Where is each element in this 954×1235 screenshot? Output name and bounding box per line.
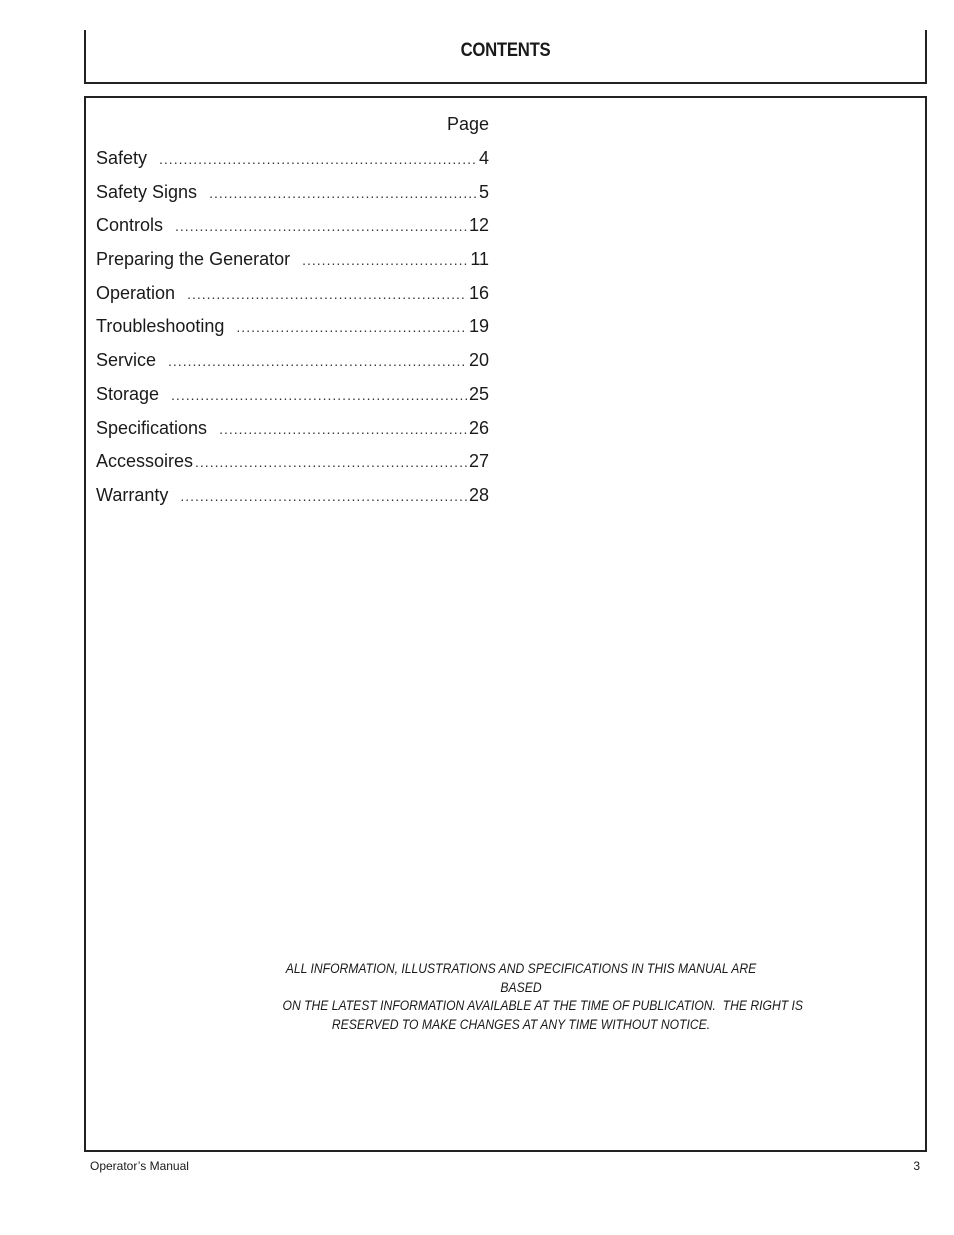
toc-entry-label: Warranty (96, 484, 169, 505)
toc-entry-page: 16 (468, 282, 489, 303)
toc-entry-label: Safety Signs (96, 181, 198, 202)
toc-entry-page: 26 (468, 417, 489, 438)
toc-entry-label: Controls (96, 215, 164, 236)
dot-leader (168, 349, 467, 373)
toc-entry-page: 25 (468, 383, 489, 404)
dot-leader (175, 214, 467, 238)
toc-entry-page: 28 (468, 484, 489, 505)
footer-page-number: 3 (913, 1159, 920, 1173)
toc-entry-accessoires[interactable] (96, 449, 489, 483)
toc-entry-page: 19 (468, 316, 489, 337)
toc-entry-controls[interactable] (96, 213, 489, 247)
disclaimer-line: RESERVED TO MAKE CHANGES AT ANY TIME WITHOUT NOTICE. (331, 1016, 711, 1032)
dot-leader (209, 181, 477, 205)
toc-entry-page: 4 (478, 148, 489, 168)
toc-entry-safety[interactable] (96, 146, 489, 180)
toc-entry-safety-signs[interactable] (96, 180, 489, 214)
toc-entry-label: Operation (96, 282, 176, 303)
page-title: CONTENTS (460, 40, 551, 61)
toc-entry-label: Service (96, 350, 157, 371)
dot-leader (187, 282, 467, 306)
toc-entry-label: Preparing the Generator (96, 249, 291, 270)
dot-leader (195, 450, 467, 474)
content-box (84, 96, 927, 1152)
dot-leader (180, 484, 467, 508)
dot-leader (171, 383, 467, 407)
toc-entry-page: 11 (470, 249, 489, 270)
dot-leader (302, 248, 468, 272)
toc-entry-page: 27 (468, 451, 489, 472)
toc-entry-service[interactable] (96, 348, 489, 382)
toc-entry-storage[interactable] (96, 382, 489, 416)
toc-entry-specifications[interactable] (96, 416, 489, 450)
toc-entry-preparing-the-generator[interactable] (96, 247, 489, 281)
disclaimer-notice (282, 960, 804, 1034)
disclaimer-line: ALL INFORMATION, ILLUSTRATIONS AND SPECIFICATIONS IN THIS MANUAL ARE BASED (285, 961, 757, 995)
table-of-contents (96, 112, 489, 517)
footer-manual-name: Operator’s Manual (90, 1159, 189, 1173)
toc-entry-page: 5 (478, 181, 489, 202)
toc-page-heading: Page (446, 114, 489, 134)
toc-entry-operation[interactable] (96, 281, 489, 315)
header-box (84, 30, 927, 84)
toc-entry-page: 20 (468, 350, 489, 371)
disclaimer-line: ON THE LATEST INFORMATION AVAILABLE AT THE TIME OF PUBLICATION. THE RIGHT IS (282, 998, 804, 1013)
toc-entry-troubleshooting[interactable] (96, 314, 489, 348)
toc-entry-label: Storage (96, 383, 160, 404)
toc-entry-label: Troubleshooting (96, 316, 225, 337)
dot-leader (219, 417, 467, 441)
toc-entry-label: Safety (96, 148, 148, 168)
toc-entry-page: 12 (468, 215, 489, 236)
toc-entry-label: Specifications (96, 417, 208, 438)
toc-entry-warranty[interactable] (96, 483, 489, 517)
toc-entry-label: Accessoires (96, 451, 194, 472)
dot-leader (236, 315, 467, 339)
dot-leader (159, 147, 477, 171)
